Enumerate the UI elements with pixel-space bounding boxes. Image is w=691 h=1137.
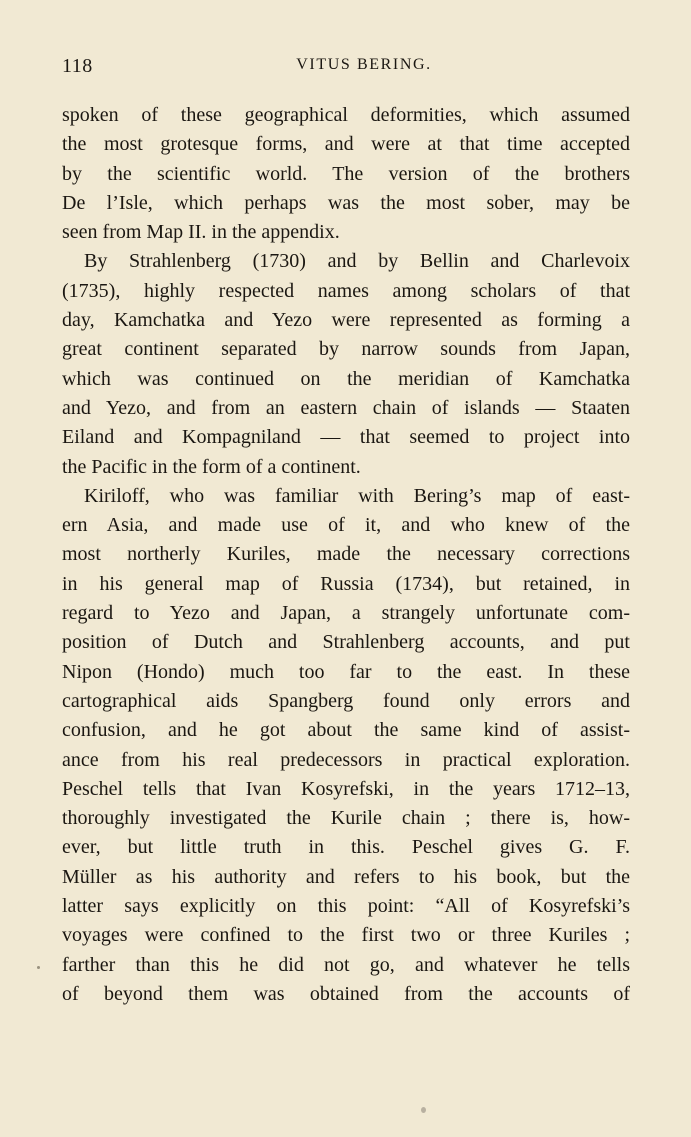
text-line: spoken of these geographical deformities, which assumed <box>62 104 630 126</box>
text-line: By Strahlenberg (1730) and by Bellin and Charlevoix <box>84 250 630 273</box>
text-line: Müller as his authority and refers to his book, but the <box>62 865 630 888</box>
text-line: day, Kamchatka and Yezo were represented as forming a <box>62 309 630 332</box>
text-line: cartographical aids Spangberg found only errors and <box>62 689 630 712</box>
text-line: thoroughly investigated the Kurile chain ; there is, how- <box>62 807 630 830</box>
text-line: and Yezo, and from an eastern chain of islands — Staaten <box>62 396 630 419</box>
text-line: Eiland and Kompagniland — that seemed to project into <box>62 426 630 449</box>
text-line: ever, but little truth in this. Peschel gives G. F. <box>62 836 630 859</box>
text-line: by the scientific world. The version of the brothers <box>62 162 630 185</box>
text-line: of beyond them was obtained from the accounts of <box>62 982 630 1005</box>
text-line: voyages were confined to the first two or three Kuriles ; <box>62 924 630 947</box>
text-line: ance from his real predecessors in practical exploration. <box>62 748 630 771</box>
text-line: farther than this he did not go, and whatever he tells <box>62 953 630 976</box>
text-line: most northerly Kuriles, made the necessary corrections <box>62 543 630 566</box>
paper-speck <box>421 1107 426 1113</box>
text-line: position of Dutch and Strahlenberg accounts, and put <box>62 631 630 654</box>
text-line: which was continued on the meridian of Kamchatka <box>62 367 630 390</box>
text-line: De l’Isle, which perhaps was the most sober, may be <box>62 191 630 214</box>
page-header <box>62 55 630 85</box>
running-title: VITUS BERING. <box>296 56 432 73</box>
paper-speck <box>37 966 40 969</box>
text-line: regard to Yezo and Japan, a strangely unfortunate com- <box>62 602 630 625</box>
text-line: Peschel tells that Ivan Kosyrefski, in the years 1712–13, <box>62 777 630 800</box>
text-line: in his general map of Russia (1734), but retained, in <box>62 572 630 595</box>
text-line: the most grotesque forms, and were at that time accepted <box>62 133 630 156</box>
page-number: 118 <box>62 55 93 77</box>
text-line: the Pacific in the form of a continent. <box>62 455 361 478</box>
text-line: great continent separated by narrow sounds from Japan, <box>62 338 630 361</box>
text-line: confusion, and he got about the same kind of assist- <box>62 719 630 742</box>
text-line: seen from Map II. in the appendix. <box>62 221 340 244</box>
text-line: latter says explicitly on this point: “All of Kosyrefski’s <box>62 895 630 918</box>
text-line: (1735), highly respected names among scholars of that <box>62 279 630 302</box>
text-line: ern Asia, and made use of it, and who knew of the <box>62 514 630 537</box>
text-line: Nipon (Hondo) much too far to the east. In these <box>62 660 630 683</box>
text-line: Kiriloff, who was familiar with Bering’s map of east- <box>84 484 630 507</box>
body-text <box>62 101 630 1009</box>
